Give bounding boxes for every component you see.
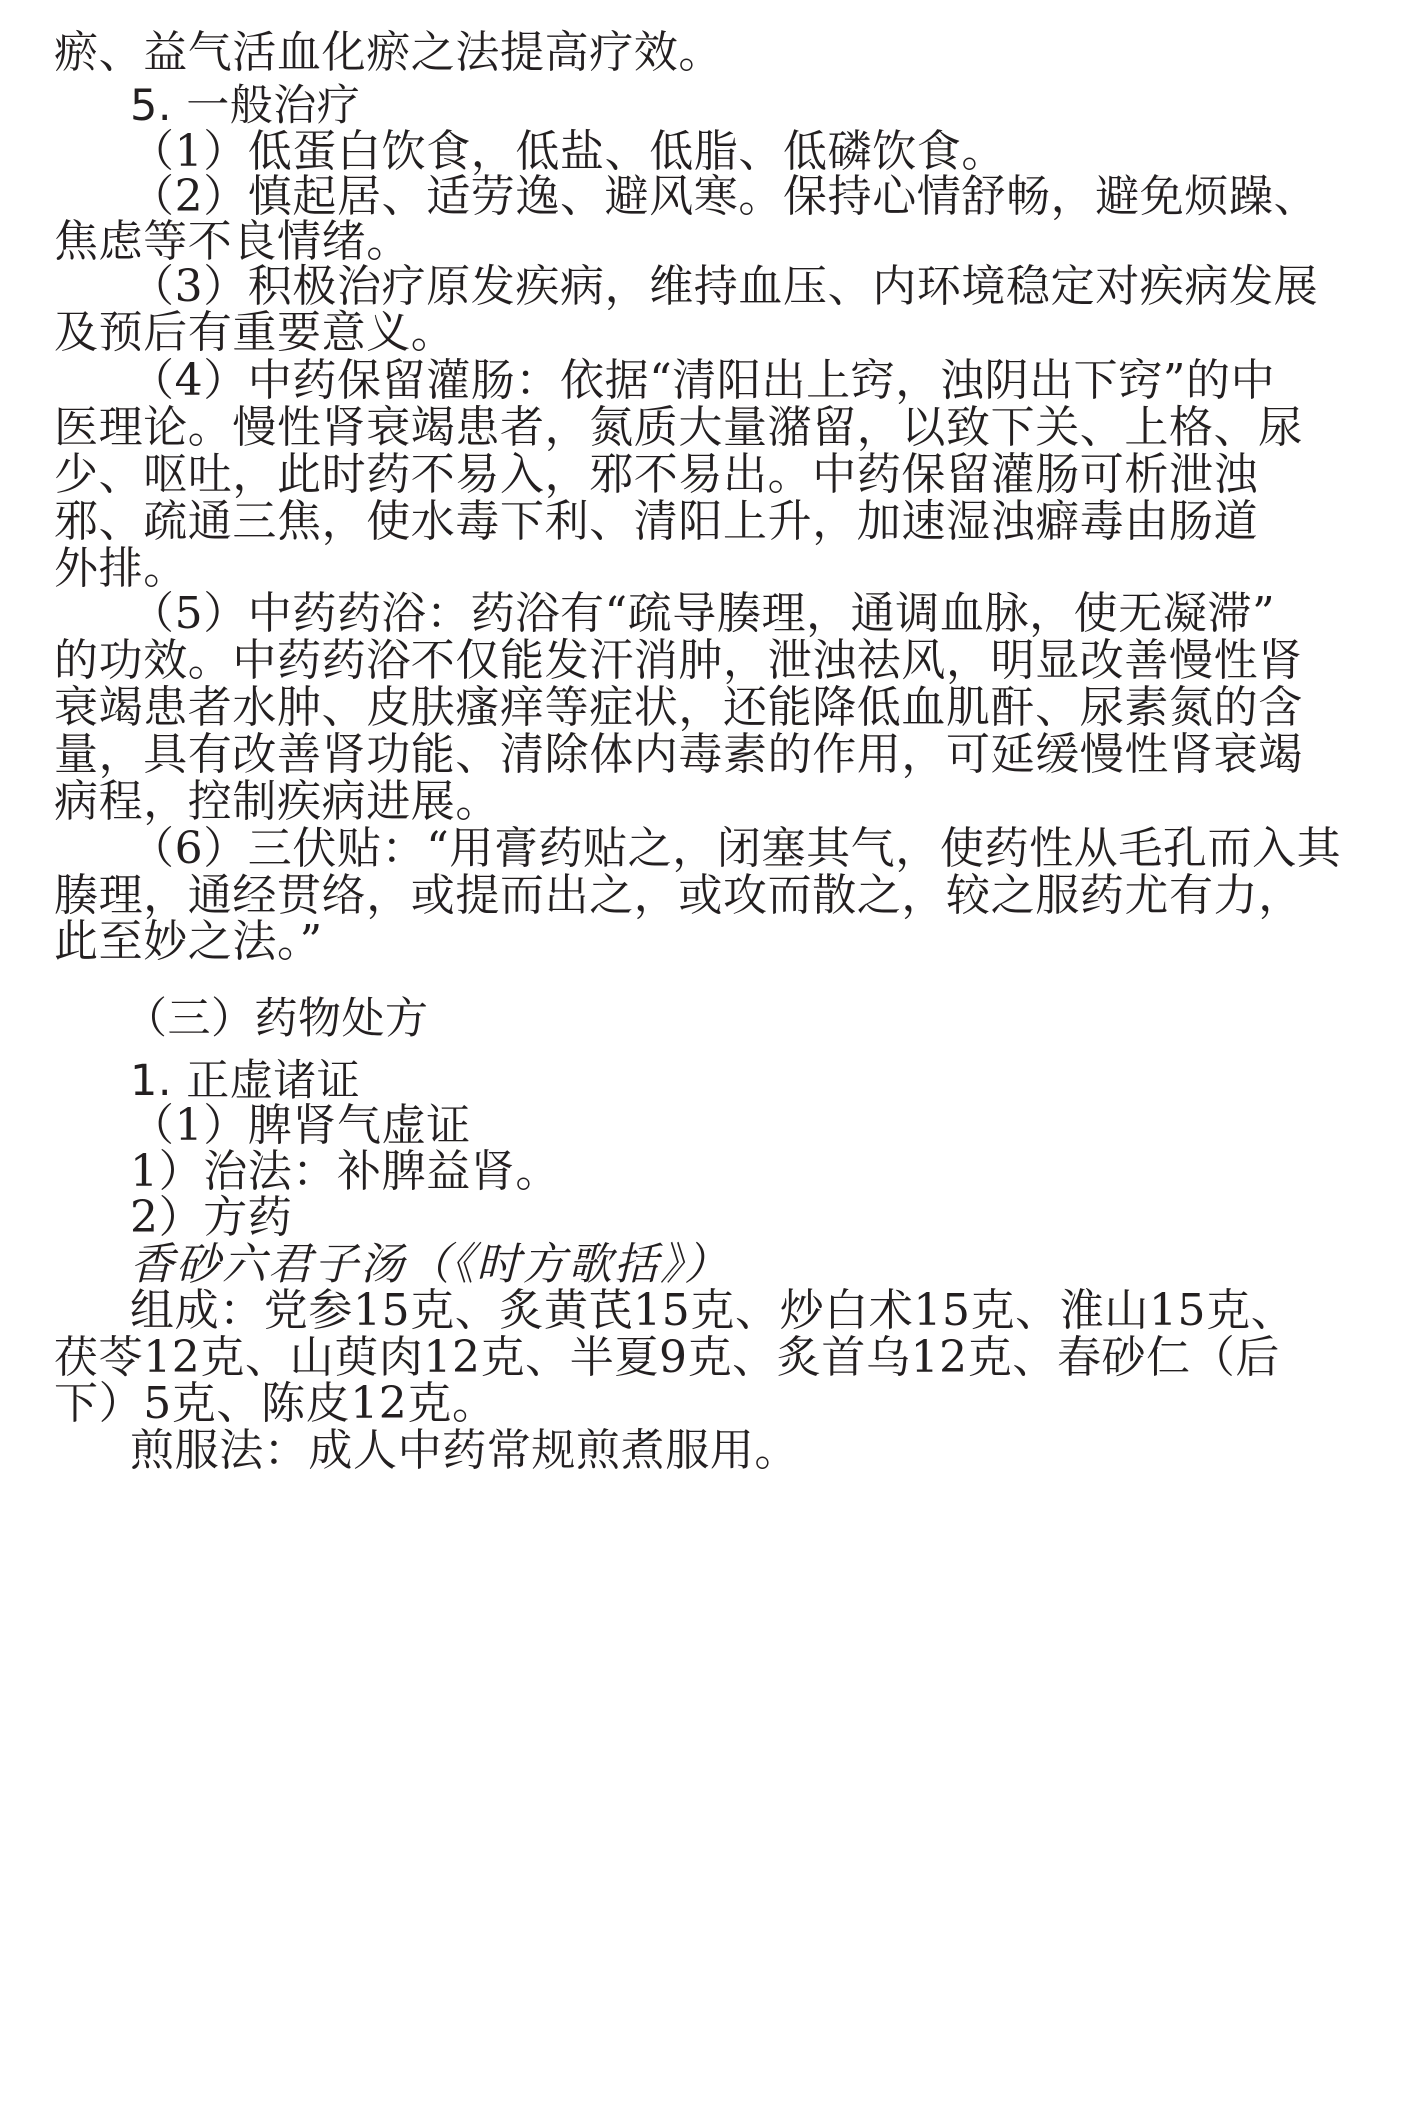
text-line: （2）慎起居、适劳逸、避风寒。保持心情舒畅，避免烦躁、 <box>130 171 1319 222</box>
text-line: 邪、疏通三焦，使水毒下利、清阳上升，加速湿浊癖毒由肠道 <box>54 496 1259 547</box>
text-line: 组成：党参15克、炙黄芪15克、炒白术15克、淮山15克、 <box>130 1285 1296 1336</box>
text-line: 的功效。中药药浴不仅能发汗消肿，泄浊祛风，明显改善慢性肾 <box>54 635 1303 686</box>
text-line: 瘀、益气活血化瘀之法提高疗效。 <box>54 27 723 78</box>
text-line: 腠理，通经贯络，或提而出之，或攻而散之，较之服药尤有力， <box>54 870 1303 921</box>
text-line: 量，具有改善肾功能、清除体内毒素的作用，可延缓慢性肾衰竭 <box>54 729 1303 780</box>
chapter-heading: （三）药物处方 <box>124 994 429 1044</box>
section-heading: 1. 正虚诸证 <box>130 1056 361 1106</box>
text-line: 医理论。慢性肾衰竭患者，氮质大量潴留，以致下关、上格、尿 <box>54 402 1303 453</box>
formula-title: 香砂六君子汤（《时方歌括》） <box>130 1239 730 1290</box>
section-heading: 5. 一般治疗 <box>130 81 361 131</box>
text-line: 茯苓12克、山萸肉12克、半夏9克、炙首乌12克、春砂仁（后 <box>54 1332 1280 1383</box>
text-line: （6）三伏贴：“用膏药贴之，闭塞其气，使药性从毛孔而入其 <box>130 823 1342 874</box>
text-line: 外排。 <box>54 543 188 594</box>
text-line: （4）中药保留灌肠：依据“清阳出上窍，浊阴出下窍”的中 <box>130 355 1276 406</box>
text-line: 煎服法：成人中药常规煎煮服用。 <box>130 1425 799 1476</box>
text-line: 少、呕吐，此时药不易入，邪不易出。中药保留灌肠可析泄浊 <box>54 449 1259 500</box>
text-line: 下）5克、陈皮12克。 <box>54 1378 497 1429</box>
text-line: （5）中药药浴：药浴有“疏导腠理，通调血脉，使无凝滞” <box>130 588 1276 639</box>
text-line: 此至妙之法。” <box>54 916 323 967</box>
text-line: 衰竭患者水肿、皮肤瘙痒等症状，还能降低血肌酐、尿素氮的含 <box>54 682 1303 733</box>
text-line: 1）治法：补脾益肾。 <box>130 1146 560 1197</box>
text-line: 病程，控制疾病进展。 <box>54 776 500 827</box>
text-line: 2）方药 <box>130 1192 293 1243</box>
text-line: （3）积极治疗原发疾病，维持血压、内环境稳定对疾病发展 <box>130 261 1319 312</box>
text-line: 焦虑等不良情绪。 <box>54 216 411 267</box>
text-line: （1）脾肾气虚证 <box>130 1100 471 1151</box>
text-line: 及预后有重要意义。 <box>54 307 456 358</box>
text-line: （1）低蛋白饮食，低盐、低脂、低磷饮食。 <box>130 126 1006 177</box>
